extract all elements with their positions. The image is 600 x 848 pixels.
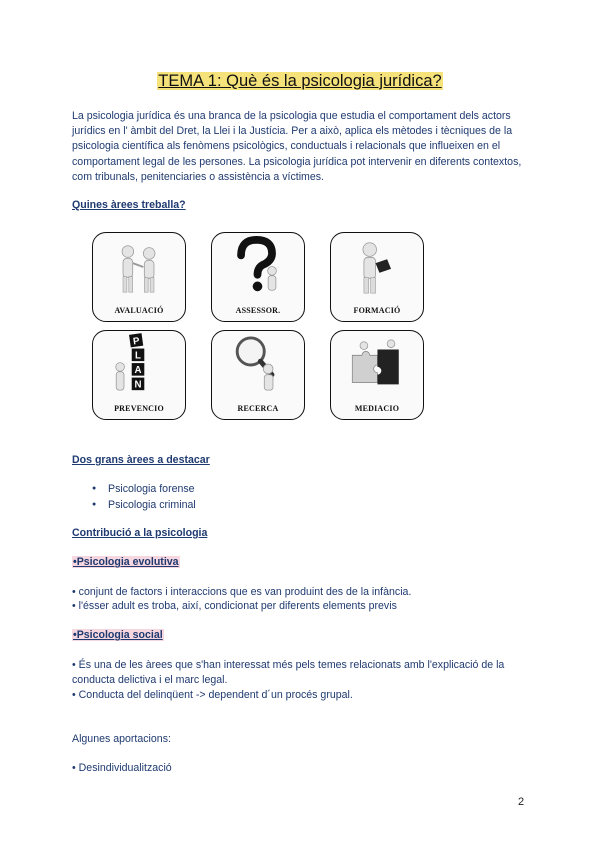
question-mark-icon	[212, 233, 303, 301]
puzzle-icon	[331, 331, 422, 399]
social-heading	[72, 629, 164, 641]
area-label: ASSESSOR.	[235, 306, 281, 315]
plan-letter: A	[134, 365, 142, 377]
social-line: • És una de les àrees que s'han interessat més pels temes relacionats amb l'explicació de la conducta delictiva i el marc legal.	[72, 659, 505, 686]
social-heading-text: •Psicologia social	[73, 629, 163, 641]
social-line: • Conducta del delinqüent -> dependent d´un procés grupal.	[72, 689, 353, 701]
list-item: ● Psicologia forense	[92, 481, 196, 497]
area-card-prevencio	[92, 330, 186, 420]
area-label: PREVENCIO	[114, 404, 164, 413]
area-label: MEDIACIO	[354, 404, 400, 413]
areas-grid	[92, 232, 432, 420]
area-label: FORMACIÓ	[353, 306, 401, 315]
area-card-formacio	[330, 232, 424, 322]
two-areas-list	[92, 481, 196, 513]
area-card-assessor	[211, 232, 305, 322]
area-card-recerca	[211, 330, 305, 420]
page-title	[0, 72, 600, 91]
evolutiva-heading	[72, 556, 180, 568]
evolutiva-heading-text: •Psicologia evolutiva	[73, 556, 179, 568]
page-title-text: TEMA 1: Què és la psicologia jurídica?	[158, 72, 442, 90]
contribution-heading: Contribució a la psicologia	[72, 527, 208, 539]
area-card-mediacio	[330, 330, 424, 420]
list-item: ● Psicologia criminal	[92, 497, 196, 513]
two-areas-heading: Dos grans àrees a destacar	[72, 454, 210, 466]
plan-letter: L	[135, 350, 141, 362]
evolutiva-line: • conjunt de factors i interaccions que es van produint des de la infància.	[72, 586, 412, 598]
magnifier-icon	[212, 331, 303, 399]
area-card-avaluacio	[92, 232, 186, 322]
areas-heading: Quines àrees treballa?	[72, 199, 186, 211]
aportacions-label: Algunes aportacions:	[72, 733, 171, 745]
plan-blocks-icon	[93, 331, 184, 399]
area-label: AVALUACIÓ	[114, 306, 164, 315]
intro-paragraph: La psicologia jurídica és una branca de la psicologia que estudia el comportament dels actors jurídics en l' àmbit del Dret, la Llei i la Justícia. Per a això, aplica els mètodes i tècniques de la psicologia científica als fenòmens psicològics, conductuals i relacionals que influeixen en el comportament legal de les persones. La psicologia jurídica pot intervenir en diferents contextos, com tribunals, penitenciaries o assistència a víctimes.	[72, 110, 522, 183]
aportacions-item: • Desindividualització	[72, 762, 172, 774]
area-label: RECERCA	[237, 404, 279, 413]
plan-letter: P	[132, 335, 141, 348]
plan-letter: N	[134, 379, 142, 391]
reading-person-icon	[331, 233, 422, 301]
page-number: 2	[518, 796, 525, 808]
two-people-icon	[93, 233, 184, 301]
evolutiva-line: • l'ésser adult es troba, així, condicionat per diferents elements previs	[72, 600, 397, 612]
